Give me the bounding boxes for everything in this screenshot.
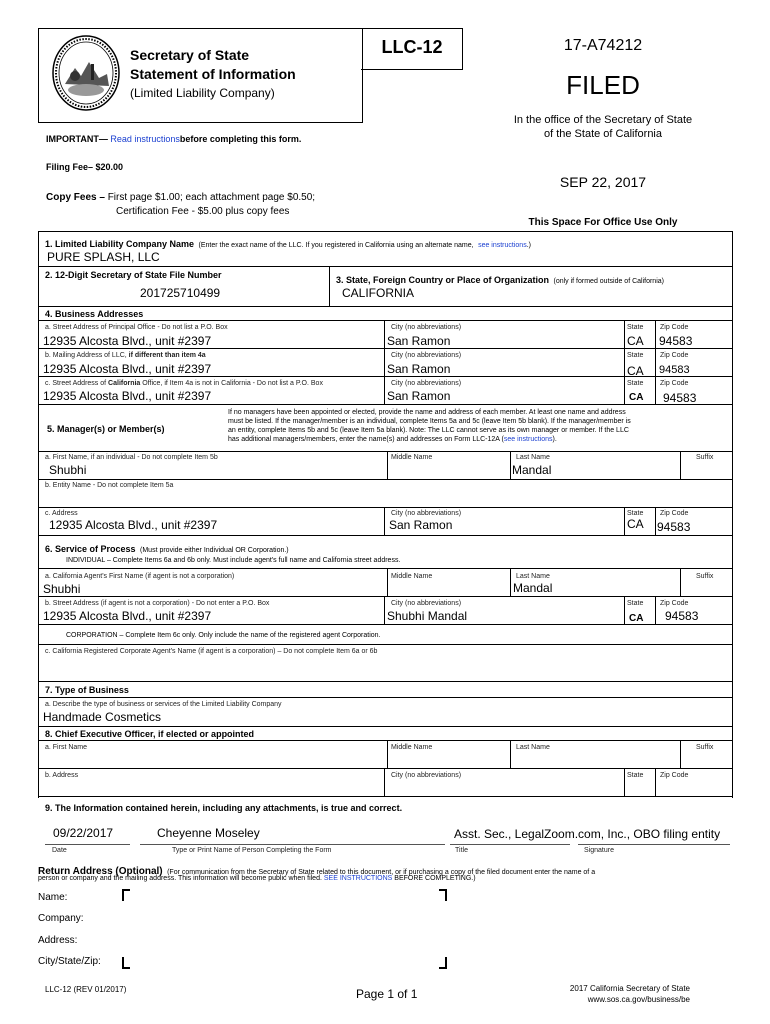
item4-label: 4. Business Addresses <box>45 309 144 319</box>
item6a-last-label: Last Name <box>516 573 550 580</box>
item6b-state[interactable]: CA <box>629 613 644 624</box>
signer-name[interactable]: Cheyenne Moseley <box>157 826 260 840</box>
item5a-middle-label: Middle Name <box>391 454 433 461</box>
item5c-city-label: City (no abbreviations) <box>391 510 462 517</box>
page-number: Page 1 of 1 <box>356 987 418 1001</box>
item4c-zip[interactable]: 94583 <box>663 391 697 405</box>
item5-instructions-1: If no managers have been appointed or elected, provide the name and address of each member. At least one name and address <box>228 409 626 416</box>
item4b-zip-label: Zip Code <box>660 352 689 359</box>
state-of-organization-field[interactable]: CALIFORNIA <box>342 286 415 300</box>
name-caption: Type or Print Name of Person Completing the Form <box>172 847 332 854</box>
copy-fees: Copy Fees – First page $1.00; each attachment page $0.50; <box>46 192 316 203</box>
item6b-city[interactable]: Shubhi Mandal <box>387 609 468 623</box>
item4b-state[interactable]: CA <box>627 364 644 378</box>
return-address-text-2: person or company and the mailing address. This information will become public when filed. SEE INSTRUCTIONS BEFORE COMPLETING.) <box>38 875 476 882</box>
filed-date: SEP 22, 2017 <box>559 174 647 190</box>
item4c-city-label: City (no abbreviations) <box>391 380 462 387</box>
file-number: 17-A74212 <box>563 37 643 54</box>
item9-label: 9. The Information contained herein, including any attachments, is true and correct. <box>45 803 403 813</box>
item4a-label: a. Street Address of Principal Office - Do not list a P.O. Box <box>45 324 228 331</box>
item4c-state[interactable]: CA <box>629 392 644 403</box>
item4c-state-label: State <box>627 380 644 387</box>
item4b-city[interactable]: San Ramon <box>387 362 451 376</box>
item5b-label: b. Entity Name - Do not complete Item 5a <box>45 482 174 489</box>
item5a-first-name[interactable]: Shubhi <box>49 463 87 477</box>
item8-label: 8. Chief Executive Officer, if elected or appointed <box>45 729 255 739</box>
item5c-state-label: State <box>627 510 644 517</box>
business-type-field[interactable]: Handmade Cosmetics <box>43 710 162 724</box>
item3-label: 3. State, Foreign Country or Place of Organization (only if formed outside of California) <box>336 275 664 285</box>
item1-label: 1. Limited Liability Company Name (Enter the exact name of the LLC. If you registered in California using an alternate name, see instructions.) <box>45 239 531 249</box>
item6c-label: c. California Registered Corporate Agent's Name (if agent is a corporation) – Do not complete Item 6a or 6b <box>45 648 378 655</box>
header-title-2: Statement of Information <box>130 66 296 82</box>
return-name-label: Name: <box>38 892 68 903</box>
footer-url: www.sos.ca.gov/business/be <box>587 995 690 1004</box>
footer-copyright: 2017 California Secretary of State <box>569 984 690 993</box>
item4b-label: b. Mailing Address of LLC, if different than item 4a <box>45 352 206 359</box>
cert-fee: Certification Fee - $5.00 plus copy fees <box>116 206 290 217</box>
item5-instructions-2: must be listed. If the manager/member is an individual, complete Items 5a and 5c (leave Item 5b blank). If the manager/member is <box>228 418 631 425</box>
item5a-label: a. First Name, if an individual - Do not complete Item 5b <box>45 454 218 461</box>
return-address-box[interactable] <box>122 889 447 969</box>
signature-caption: Signature <box>584 847 614 854</box>
item5c-label: c. Address <box>45 510 78 517</box>
llc-name-field[interactable]: PURE SPLASH, LLC <box>47 250 160 264</box>
item4b-zip[interactable]: 94583 <box>659 364 690 376</box>
item8a-label: a. First Name <box>45 744 88 751</box>
item8b-city-label: City (no abbreviations) <box>391 772 462 779</box>
item4a-city-label: City (no abbreviations) <box>391 324 462 331</box>
return-csz-label: City/State/Zip: <box>38 956 101 967</box>
item4c-zip-label: Zip Code <box>660 380 689 387</box>
item5a-last-label: Last Name <box>516 454 550 461</box>
read-instructions-link[interactable]: Read instructions <box>110 134 180 144</box>
item4a-zip-label: Zip Code <box>660 324 689 331</box>
header-title-3: (Limited Liability Company) <box>130 86 275 100</box>
item7-label: 7. Type of Business <box>45 685 129 695</box>
item6a-label: a. California Agent's First Name (if agent is not a corporation) <box>45 573 235 580</box>
item4c-label: c. Street Address of California Office, if Item 4a is not in California - Do not list a P.O. Box <box>45 380 323 387</box>
item8a-last-label: Last Name <box>516 744 550 751</box>
item5c-state[interactable]: CA <box>627 517 644 531</box>
item8a-suffix-label: Suffix <box>696 744 714 751</box>
item6b-label: b. Street Address (if agent is not a corporation) - Do not enter a P.O. Box <box>45 600 270 607</box>
item6a-suffix-label: Suffix <box>696 573 714 580</box>
office-use-label: This Space For Office Use Only <box>528 217 678 228</box>
item5-instructions-link[interactable]: see instructions <box>503 436 553 443</box>
office-line-2: of the State of California <box>543 128 662 140</box>
item5a-last-name[interactable]: Mandal <box>512 463 552 477</box>
item8b-zip-label: Zip Code <box>660 772 689 779</box>
item5-label: 5. Manager(s) or Member(s) <box>47 424 165 434</box>
return-address-label: Address: <box>38 935 78 946</box>
item8b-state-label: State <box>627 772 644 779</box>
filing-fee: Filing Fee– $20.00 <box>46 162 124 172</box>
item6-corporation-header: CORPORATION – Complete Item 6c only. Only include the name of the registered agent Corporation. <box>66 632 381 639</box>
california-seal-icon <box>51 34 121 112</box>
header-title-1: Secretary of State <box>130 47 250 63</box>
item6b-zip-label: Zip Code <box>660 600 689 607</box>
item5a-suffix-label: Suffix <box>696 454 714 461</box>
item6b-city-label: City (no abbreviations) <box>391 600 462 607</box>
item4a-city[interactable]: San Ramon <box>387 334 451 348</box>
title-caption: Title <box>455 847 468 854</box>
item4a-zip[interactable]: 94583 <box>659 334 693 348</box>
important-note: IMPORTANT— Read instructionsbefore completing this form. <box>46 134 302 144</box>
item6a-first-name[interactable]: Shubhi <box>43 582 81 596</box>
item5-instructions-3: an entity, complete Items 5b and 5c (leave Item 5a blank). Note: The LLC cannot serve as its own manager or member. If the LLC <box>228 427 629 434</box>
item4c-street[interactable]: 12935 Alcosta Blvd., unit #2397 <box>43 389 212 403</box>
item6b-zip[interactable]: 94583 <box>665 609 699 623</box>
item6-label: 6. Service of Process (Must provide either Individual OR Corporation.) <box>45 544 289 554</box>
item4a-state-label: State <box>627 324 644 331</box>
item1-instructions-link[interactable]: see instructions <box>478 242 527 249</box>
item5-instructions-4: has additional managers/members, enter the name(s) and addresses on Form LLC-12A (see instructions). <box>228 436 557 443</box>
item5c-city[interactable]: San Ramon <box>389 518 453 532</box>
signer-title[interactable]: Asst. Sec., LegalZoom.com, Inc., OBO filing entity <box>454 827 721 841</box>
file-number-field[interactable]: 201725710499 <box>140 286 221 300</box>
item6a-last-name[interactable]: Mandal <box>513 581 553 595</box>
item8b-label: b. Address <box>45 772 79 779</box>
item4b-street[interactable]: 12935 Alcosta Blvd., unit #2397 <box>43 362 212 376</box>
return-instructions-link[interactable]: SEE INSTRUCTIONS <box>323 875 393 882</box>
item5c-zip[interactable]: 94583 <box>657 520 691 534</box>
office-line-1: In the office of the Secretary of State <box>513 114 693 126</box>
item4b-state-label: State <box>627 352 644 359</box>
return-address-text-1: Return Address (Optional) (For communication from the Secretary of State related to this document, or if purchasing a copy of the filed document enter the name of a <box>38 866 596 877</box>
item4c-city[interactable]: San Ramon <box>387 389 451 403</box>
item5c-street[interactable]: 12935 Alcosta Blvd., unit #2397 <box>49 518 218 532</box>
item6b-street[interactable]: 12935 Alcosta Blvd., unit #2397 <box>43 609 212 623</box>
item8a-middle-label: Middle Name <box>391 744 433 751</box>
item2-label: 2. 12-Digit Secretary of State File Number <box>45 270 222 280</box>
signature-date[interactable]: 09/22/2017 <box>53 826 114 840</box>
item6-individual-header: INDIVIDUAL – Complete Items 6a and 6b only. Must include agent's full name and California street address. <box>66 557 401 564</box>
item5c-zip-label: Zip Code <box>660 510 689 517</box>
form-revision: LLC-12 (REV 01/2017) <box>45 985 127 994</box>
filed-stamp: FILED <box>566 70 640 100</box>
date-caption: Date <box>52 847 67 854</box>
item4a-street[interactable]: 12935 Alcosta Blvd., unit #2397 <box>43 334 212 348</box>
item4a-state[interactable]: CA <box>627 334 644 348</box>
item6b-state-label: State <box>627 600 644 607</box>
form-code: LLC-12 <box>381 37 443 57</box>
item7a-label: a. Describe the type of business or services of the Limited Liability Company <box>45 701 282 708</box>
return-company-label: Company: <box>38 913 84 924</box>
item4b-city-label: City (no abbreviations) <box>391 352 462 359</box>
item6a-middle-label: Middle Name <box>391 573 433 580</box>
